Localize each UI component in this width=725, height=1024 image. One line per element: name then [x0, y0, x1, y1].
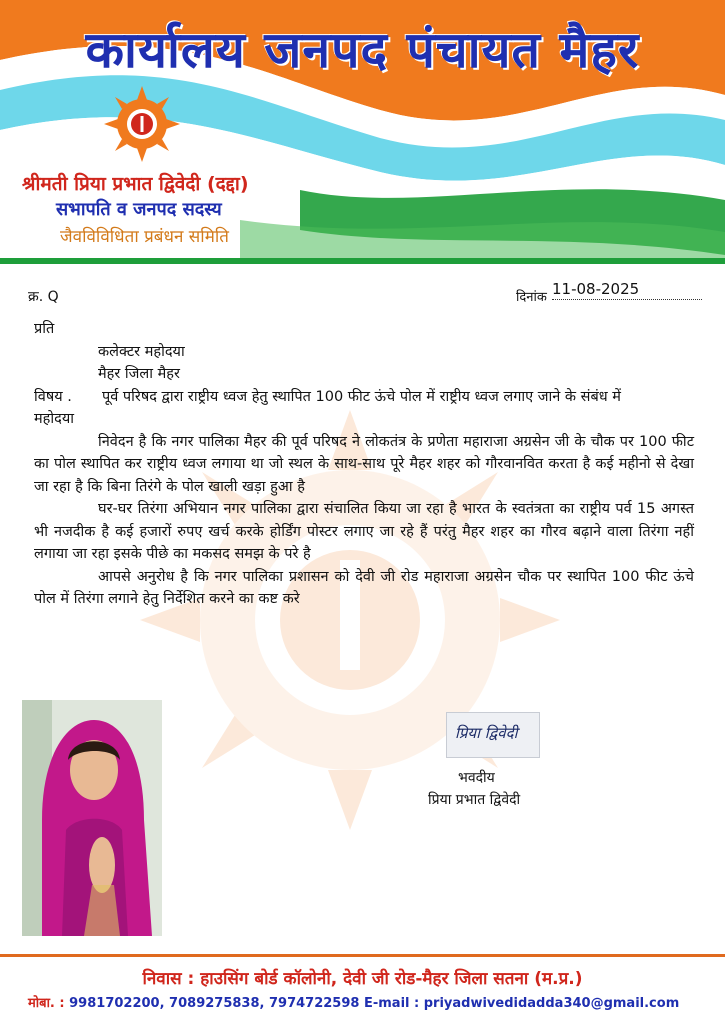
- date-value: 11-08-2025: [552, 280, 702, 300]
- subject-row: [34, 386, 694, 409]
- letter-body: [34, 318, 694, 611]
- sender-portrait-photo: [22, 700, 162, 936]
- addressee-prefix: प्रति: [34, 321, 55, 337]
- footer-contact: [28, 993, 679, 1011]
- body-paragraph: घर-घर तिरंगा अभियान नगर पालिका द्वारा संचालित किया जा रहा है भारत के स्वतंत्रता का राष्ट्रीय पर्व 15 अगस्त भी नजदीक है कई हजारों रुपए खर्च करके होर्डिंग पोस्टर लगाए जा रहे हैं परंतु मैहर शहर का गौरव बढ़ाने वाला तिरंगा नहीं लगाया जा रहा इसके पीछे का मकसद समझ के परे है: [34, 501, 694, 562]
- recipient-line: मैहर जिला मैहर: [98, 366, 180, 382]
- header-divider: [0, 258, 725, 264]
- sender-role-heading: सभापति व जनपद सदस्य: [56, 199, 222, 220]
- office-title: कार्यालय जनपद पंचायत मैहर: [85, 21, 640, 79]
- footer-divider: [0, 954, 725, 957]
- footer-address: निवास : हाउसिंग बोर्ड कॉलोनी, देवी जी रोड-मैहर जिला सतना (म.प्र.): [142, 969, 583, 989]
- email-address[interactable]: priyadwivedidadda340@gmail.com: [423, 996, 680, 1011]
- emblem-logo: [104, 86, 180, 162]
- date-label: दिनांक: [516, 290, 547, 305]
- subject-label: विषय .: [34, 388, 72, 405]
- reference-number: क्र. Q: [28, 289, 59, 305]
- signature-image: [446, 712, 540, 758]
- body-paragraph: आपसे अनुरोध है कि नगर पालिका प्रशासन को देवी जी रोड महाराजा अग्रसेन चौक पर स्थापित 100 फीट ऊंचे पोल में तिरंगा लगाने हेतु निर्देशित करने का कष्ट करे: [34, 568, 694, 607]
- salutation: महोदया: [34, 411, 74, 427]
- handwritten-signature: प्रिया द्विवेदी: [455, 724, 518, 742]
- phone-label: मोबा. :: [28, 996, 65, 1011]
- phone-numbers: 9981702200, 7089275838, 7974722598: [69, 996, 360, 1011]
- sender-name-heading: श्रीमती प्रिया प्रभात द्विवेदी (दद्दा): [22, 173, 249, 195]
- committee-heading: जैवविविधिता प्रबंधन समिति: [60, 227, 229, 247]
- recipient-line: कलेक्टर महोदया: [98, 343, 185, 360]
- signatory-name: प्रिया प्रभात द्विवेदी: [428, 792, 521, 808]
- valediction: भवदीय: [458, 770, 495, 786]
- subject-text: पूर्व परिषद द्वारा राष्ट्रीय ध्वज हेतु स्थापित 100 फीट ऊंचे पोल में राष्ट्रीय ध्वज लगाए जाने के संबंध में: [102, 388, 621, 405]
- body-paragraph: निवेदन है कि नगर पालिका मैहर की पूर्व परिषद ने लोकतंत्र के प्रणेता महाराजा अग्रसेन जी के चौक पर 100 फीट का पोल स्थापित कर राष्ट्रीय ध्वज लगाया था जो स्थल के साथ-साथ पूरे मैहर शहर को गौरवानवित करता है कई महीनो से देखा जा रहा है कि बिना तिरंगे के पोल खाली खड़ा हुआ है: [34, 433, 694, 495]
- email-label: E-mail :: [363, 996, 420, 1011]
